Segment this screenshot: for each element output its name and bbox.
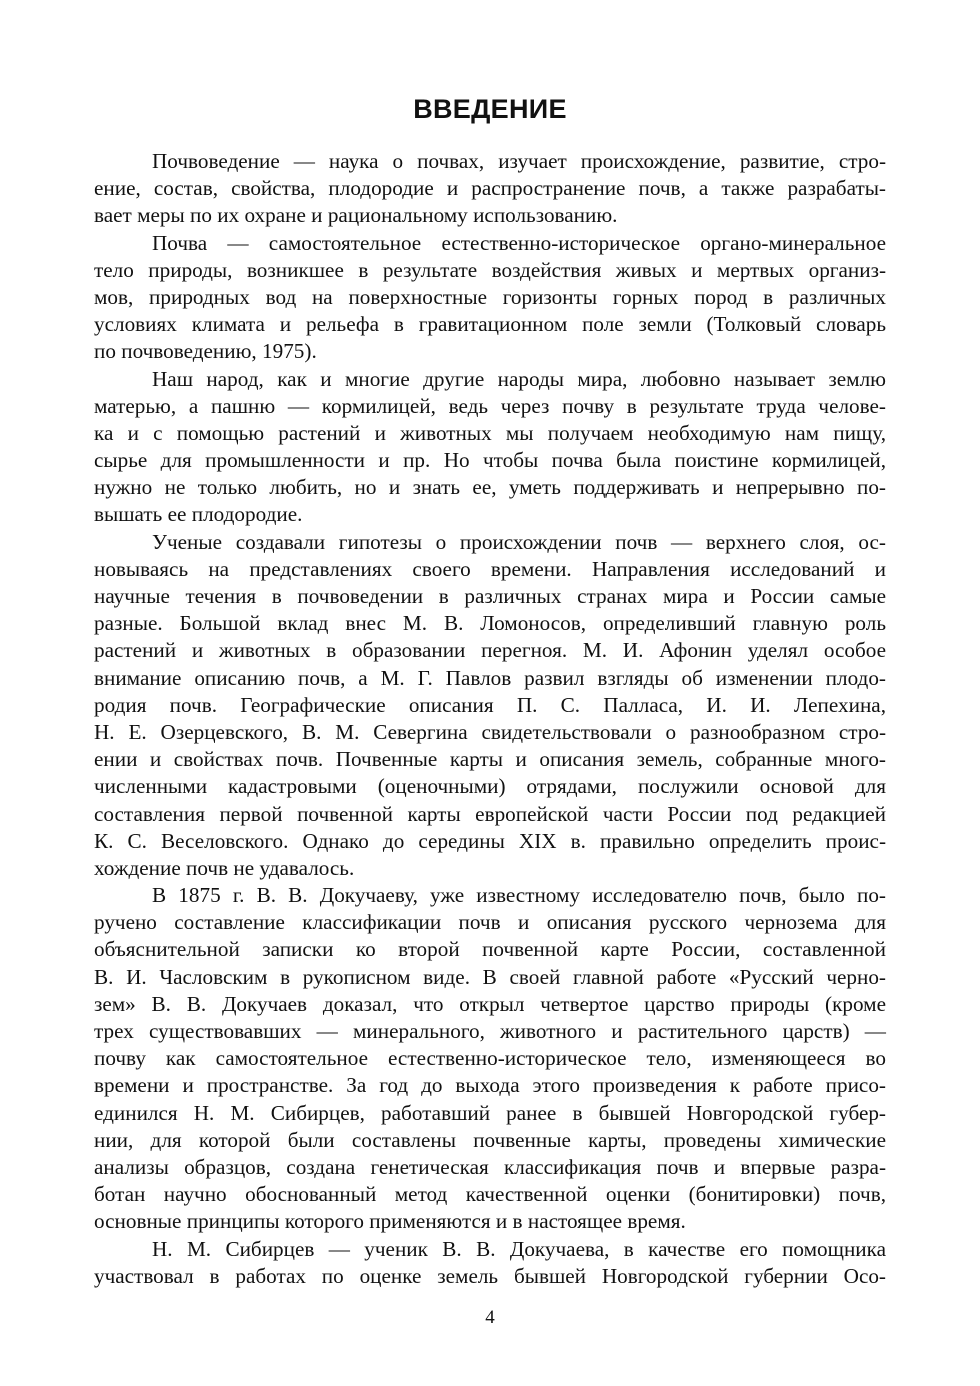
page-number: 4 [485, 1307, 495, 1328]
text-line: трех существовавших — минерального, животного и растительного царств) — [94, 1019, 886, 1043]
text-line: ботан научно обоснованный метод качественной оценки (бонитировки) почв, [94, 1182, 886, 1207]
text-line: ка и с помощью растений и животных мы получаем необходимую нам пищу, [94, 420, 886, 445]
text-line: сырье для промышленности и пр. Но чтобы почва была поистине кормилицей, [94, 448, 886, 473]
text-line: Почвоведение — наука о почвах, изучает происхождение, развитие, стро- [152, 149, 886, 173]
text-line: почву как самостоятельное естественно-историческое тело, изменяющееся во [94, 1046, 886, 1071]
text-line: составления первой почвенной карты европейской части России под редакцией [94, 801, 886, 826]
text-line: объяснительной записки ко второй почвенной карте России, составленной [94, 937, 886, 962]
text-line: зем» В. В. Докучаев доказал, что открыл четвертое царство природы (кроме [94, 991, 886, 1016]
paragraph [94, 882, 886, 1235]
text-line: численными кадастровыми (оценочными) отрядами, послужили основой для [94, 774, 886, 799]
text-line: нии, для которой были составлены почвенные карты, проведены химические [94, 1127, 886, 1152]
paragraph [94, 230, 886, 366]
text-line: В 1875 г. В. В. Докучаеву, уже известному исследователю почв, было по- [152, 883, 886, 908]
text-line: ручено составление классификации почв и описания русского чернозема для [94, 910, 886, 935]
text-line: единился Н. М. Сибирцев, работавший ранее в бывшей Новгородской губер- [94, 1100, 886, 1125]
text-line: по почвоведению, 1975). [94, 339, 317, 364]
text-line: хождение почв не удавалось. [94, 855, 355, 880]
paragraph [94, 1236, 886, 1290]
text-line: участвовал в работах по оценке земель бывшей Новгородской губернии Осо- [94, 1263, 886, 1288]
text-line: условиях климата и рельефа в гравитационном поле земли (Толковый словарь [94, 312, 886, 337]
text-line: ение, состав, свойства, плодородие и распространение почв, а также разрабаты- [94, 176, 886, 201]
page-title: ВВЕДЕНИЕ [413, 94, 567, 124]
paragraph [94, 366, 886, 529]
text-line: Н. Е. Озерцевского, В. М. Севергина свидетельствовали о разнообразном стро- [94, 719, 886, 744]
paragraph [94, 529, 886, 882]
text-line: основные принципы которого применяются и в настоящее время. [94, 1209, 686, 1234]
text-line: новываясь на представлениях своего времени. Направления исследований и [94, 556, 886, 581]
paragraph [94, 148, 886, 230]
body-text [94, 148, 886, 1290]
text-line: Н. М. Сибирцев — ученик В. В. Докучаева, в качестве его помощника [152, 1236, 886, 1261]
text-line: тело природы, возникшее в результате воздействия живых и мертвых организ- [94, 257, 886, 282]
text-line: времени и пространстве. За год до выхода этого произведения к работе присо- [94, 1073, 886, 1098]
text-line: Наш народ, как и многие другие народы мира, любовно называет землю [152, 366, 886, 391]
text-line: Почва — самостоятельное естественно-историческое органо-минеральное [152, 230, 886, 255]
text-line: Ученые создавали гипотезы о происхождении почв — верхнего слоя, ос- [152, 529, 886, 554]
text-line: матерью, а пашню — кормилицей, ведь через почву в результате труда челове- [94, 393, 886, 418]
text-line: родия почв. Географические описания П. С. Палласа, И. И. Лепехина, [94, 692, 886, 717]
text-line: мов, природных вод на поверхностные горизонты горных пород в различных [94, 284, 886, 309]
text-line: В. И. Часловским в рукописном виде. В своей главной работе «Русский черно- [94, 964, 886, 989]
text-line: ении и свойствах почв. Почвенные карты и описания земель, собранные много- [94, 747, 886, 772]
text-line: нужно не только любить, но и знать ее, уметь поддерживать и непрерывно по- [94, 475, 886, 500]
text-line: научные течения в почвоведении в различных странах мира и России самые [94, 584, 886, 608]
text-line: растений и животных в образовании перегноя. М. И. Афонин уделял особое [94, 638, 886, 663]
text-line: вышать ее плодородие. [94, 502, 303, 527]
text-line: внимание описанию почв, а М. Г. Павлов развил взгляды об изменении плодо- [94, 665, 886, 690]
text-line: вает меры по их охране и рациональному использованию. [94, 203, 618, 228]
text-line: анализы образцов, создана генетическая классификация почв и впервые разра- [94, 1154, 886, 1179]
text-line: К. С. Веселовского. Однако до середины XIX в. правильно определить проис- [94, 828, 886, 853]
text-line: разные. Большой вклад внес М. В. Ломоносов, определивший главную роль [94, 611, 886, 636]
